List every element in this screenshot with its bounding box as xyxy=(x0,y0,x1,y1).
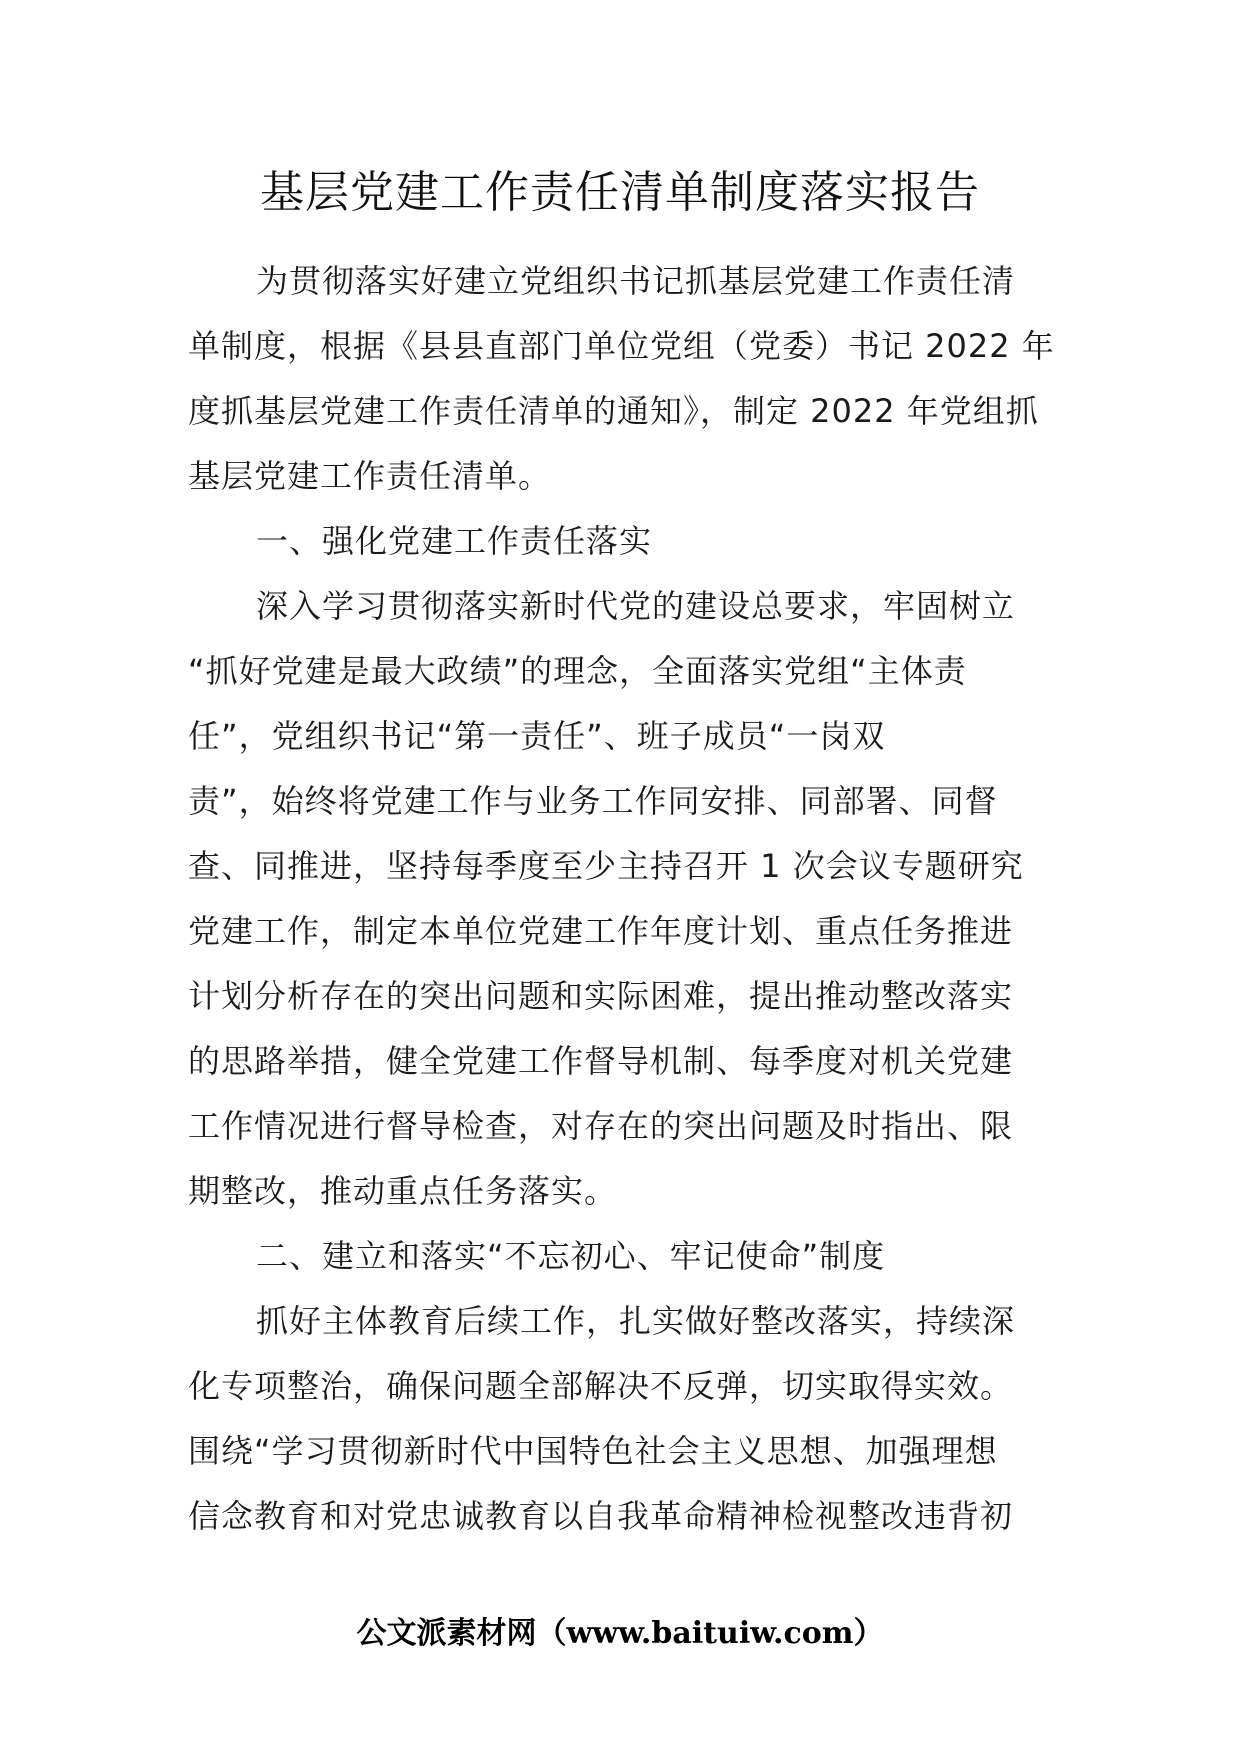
paragraph-line: 计划分析存在的突出问题和实际困难，提出推动整改落实 xyxy=(188,977,1014,1015)
section-heading-2: 二、建立和落实“不忘初心、牢记使命”制度 xyxy=(256,1237,886,1275)
paragraph-line: 化专项整治，确保问题全部解决不反弹，切实取得实效。 xyxy=(188,1367,1014,1405)
paragraph-line: 查、同推进，坚持每季度至少主持召开 1 次会议专题研究 xyxy=(188,847,1024,885)
footer-watermark: 公文派素材网（www.baituiw.com） xyxy=(356,1616,884,1651)
paragraph-line: 为贯彻落实好建立党组织书记抓基层党建工作责任清 xyxy=(256,262,1016,300)
paragraph-line: 单制度，根据《县县直部门单位党组（党委）书记 2022 年 xyxy=(188,327,1055,365)
paragraph-line: “抓好党建是最大政绩”的理念，全面落实党组“主体责 xyxy=(188,652,967,690)
paragraph-line: 信念教育和对党忠诚教育以自我革命精神检视整改违背初 xyxy=(188,1497,1014,1535)
paragraph-line: 责”，始终将党建工作与业务工作同安排、同部署、同督 xyxy=(188,782,998,820)
paragraph-line: 围绕“学习贯彻新时代中国特色社会主义思想、加强理想 xyxy=(188,1432,998,1470)
paragraph-line: 深入学习贯彻落实新时代党的建设总要求，牢固树立 xyxy=(256,587,1016,625)
paragraph-line: 基层党建工作责任清单。 xyxy=(188,457,552,495)
paragraph-line: 工作情况进行督导检查，对存在的突出问题及时指出、限 xyxy=(188,1107,1014,1145)
paragraph-line: 度抓基层党建工作责任清单的通知》，制定 2022 年党组抓 xyxy=(188,392,1039,430)
paragraph-line: 抓好主体教育后续工作，扎实做好整改落实，持续深 xyxy=(256,1302,1016,1340)
paragraph-line: 的思路举措，健全党建工作督导机制、每季度对机关党建 xyxy=(188,1042,1014,1080)
paragraph-line: 任”，党组织书记“第一责任”、班子成员“一岗双 xyxy=(188,717,886,755)
document-body xyxy=(188,249,1058,1549)
document-title: 基层党建工作责任清单制度落实报告 xyxy=(260,167,980,218)
paragraph-line: 期整改，推动重点任务落实。 xyxy=(188,1172,618,1210)
paragraph-line: 党建工作，制定本单位党建工作年度计划、重点任务推进 xyxy=(188,912,1014,950)
section-heading-1: 一、强化党建工作责任落实 xyxy=(256,522,653,560)
